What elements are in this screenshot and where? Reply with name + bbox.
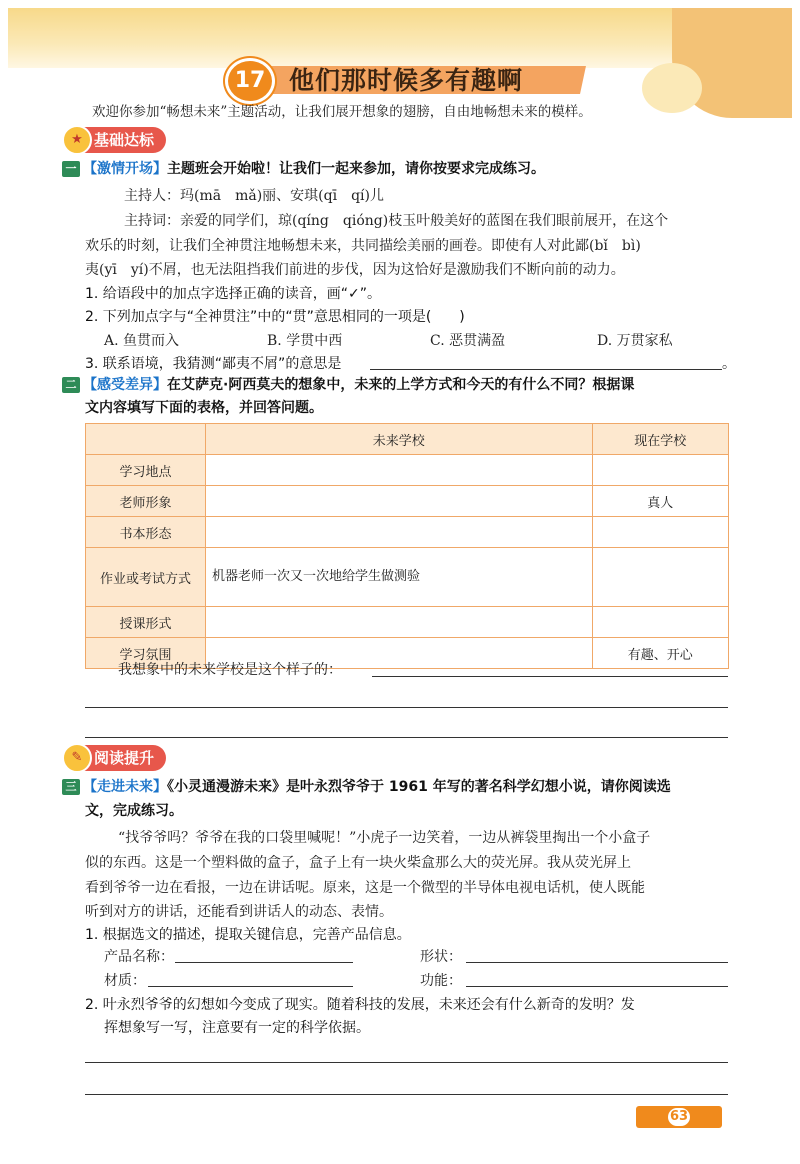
option-c[interactable]: C. 恶贯满盈 xyxy=(430,333,506,349)
shape-label: 形状： xyxy=(420,949,462,965)
q3-subquestion-1: 1. 根据选文的描述，提取关键信息，完善产品信息。 xyxy=(85,927,411,943)
book-icon: ✎ xyxy=(62,743,92,773)
page-number-badge xyxy=(636,1106,722,1128)
answer-line[interactable] xyxy=(85,1062,728,1063)
question-tag: 【感受差异】 xyxy=(83,377,167,393)
product-name-input[interactable] xyxy=(175,962,353,963)
section-badge-reading xyxy=(66,745,166,771)
subquestion-3: 3. 联系语境，我猜测“鄙夷不屑”的意思是 xyxy=(85,356,342,372)
option-a[interactable]: A. 鱼贯而入 xyxy=(104,333,180,349)
subquestion-3-end: 。 xyxy=(722,356,736,372)
question-tag: 【激情开场】 xyxy=(83,161,167,177)
material-input[interactable] xyxy=(148,986,353,987)
imagine-prompt: 我想象中的未来学校是这个样子的： xyxy=(118,662,342,678)
question-2-heading xyxy=(62,374,634,396)
question-text: 《小灵通漫游未来》是叶永烈爷爷于 1961 年写的著名科学幻想小说，请你阅读选 xyxy=(167,779,671,795)
column-header-future: 未来学校 xyxy=(206,424,593,455)
speech-line-3: 夷(yī yí)不屑，也无法阻挡我们前进的步伐，因为这恰好是激励我们不断向前的动力。 xyxy=(85,262,625,278)
cell-future[interactable] xyxy=(206,607,593,638)
cell-now[interactable] xyxy=(592,548,728,607)
cell-future[interactable] xyxy=(206,517,593,548)
table-header-row xyxy=(86,424,729,455)
passage-line-3: 看到爷爷一边在看报，一边在讲话呢。原来，这是一个微型的半导体电视电话机，使人既能 xyxy=(85,880,645,896)
table-row xyxy=(86,455,729,486)
row-label: 作业或考试方式 xyxy=(86,548,206,607)
passage-line-1: “找爷爷吗？爷爷在我的口袋里喊呢！”小虎子一边笑着，一边从裤袋里掏出一个小盒子 xyxy=(118,830,651,846)
cell-now[interactable] xyxy=(592,455,728,486)
q3-subquestion-2: 2. 叶永烈爷爷的幻想如今变成了现实。随着科技的发展，未来还会有什么新奇的发明？发 xyxy=(85,997,635,1013)
table-row xyxy=(86,517,729,548)
cloud-decoration xyxy=(672,8,792,118)
function-input[interactable] xyxy=(466,986,728,987)
section-badge-label: 基础达标 xyxy=(94,131,155,149)
question-number: 一 xyxy=(62,161,80,177)
cell-future[interactable] xyxy=(206,486,593,517)
lesson-number-badge: 17 xyxy=(225,58,275,104)
table-corner xyxy=(86,424,206,455)
speech-line-2: 欢乐的时刻，让我们全神贯注地畅想未来，共同描绘美丽的画卷。即使有人对此鄙(bǐ bì) xyxy=(85,238,641,254)
cell-future: 机器老师一次又一次地给学生做测验 xyxy=(206,548,593,607)
cell-now: 有趣、开心 xyxy=(592,638,728,669)
row-label: 学习地点 xyxy=(86,455,206,486)
product-name-label: 产品名称： xyxy=(104,949,174,965)
cell-now[interactable] xyxy=(592,517,728,548)
shape-input[interactable] xyxy=(466,962,728,963)
lesson-title xyxy=(225,56,585,102)
section-badge-basic xyxy=(66,127,166,153)
table-row xyxy=(86,548,729,607)
answer-line[interactable] xyxy=(85,1094,728,1095)
option-d[interactable]: D. 万贯家私 xyxy=(597,333,673,349)
material-label: 材质： xyxy=(104,973,146,989)
cell-future[interactable] xyxy=(206,455,593,486)
section-badge-label: 阅读提升 xyxy=(94,749,155,767)
passage-line-4: 听到对方的讲话，还能看到讲话人的动态、表情。 xyxy=(85,904,393,920)
intro-text: 欢迎你参加“畅想未来”主题活动，让我们展开想象的翅膀，自由地畅想未来的模样。 xyxy=(92,104,592,120)
speech-line-1: 主持词：亲爱的同学们，琼(qíng qióng)枝玉叶般美好的蓝图在我们眼前展开，在这个 xyxy=(124,213,669,229)
question-number: 二 xyxy=(62,377,80,393)
lesson-title-text: 他们那时候多有趣啊 xyxy=(289,66,524,95)
subquestion-1: 1. 给语段中的加点字选择正确的读音，画“✓”。 xyxy=(85,286,382,302)
comparison-table xyxy=(85,423,729,669)
table-row xyxy=(86,486,729,517)
answer-line[interactable] xyxy=(85,737,728,738)
subquestion-2: 2. 下列加点字与“全神贯注”中的“贯”意思相同的一项是( ) xyxy=(85,309,465,325)
question-text: 在艾萨克·阿西莫夫的想象中，未来的上学方式和今天的有什么不同？根据课 xyxy=(167,377,635,393)
column-header-now: 现在学校 xyxy=(592,424,728,455)
question-tag: 【走进未来】 xyxy=(83,779,167,795)
question-2-heading-cont: 文内容填写下面的表格，并回答问题。 xyxy=(85,400,323,416)
row-label: 学习氛围 xyxy=(86,638,206,669)
cell-now: 真人 xyxy=(592,486,728,517)
question-3-heading-cont: 文，完成练习。 xyxy=(85,803,183,819)
q3-subquestion-2-cont: 挥想象写一写，注意要有一定的科学依据。 xyxy=(104,1020,370,1036)
row-label: 老师形象 xyxy=(86,486,206,517)
page-number: 63 xyxy=(669,1109,689,1124)
answer-line[interactable] xyxy=(372,676,728,677)
row-label: 书本形态 xyxy=(86,517,206,548)
row-label: 授课形式 xyxy=(86,607,206,638)
question-1-heading xyxy=(62,158,545,180)
option-b[interactable]: B. 学贯中西 xyxy=(267,333,343,349)
question-text: 主题班会开始啦！让我们一起来参加，请你按要求完成练习。 xyxy=(167,161,545,177)
function-label: 功能： xyxy=(420,973,462,989)
answer-line-meaning[interactable] xyxy=(370,369,722,370)
medal-icon: ★ xyxy=(62,125,92,155)
host-line: 主持人：玛(mā mǎ)丽、安琪(qī qí)儿 xyxy=(124,188,384,204)
answer-line[interactable] xyxy=(85,707,728,708)
table-row xyxy=(86,607,729,638)
question-3-heading xyxy=(62,776,671,798)
cell-now[interactable] xyxy=(592,607,728,638)
question-number: 三 xyxy=(62,779,80,795)
passage-line-2: 似的东西。这是一个塑料做的盒子，盒子上有一块火柴盒那么大的荧光屏。我从荧光屏上 xyxy=(85,855,631,871)
